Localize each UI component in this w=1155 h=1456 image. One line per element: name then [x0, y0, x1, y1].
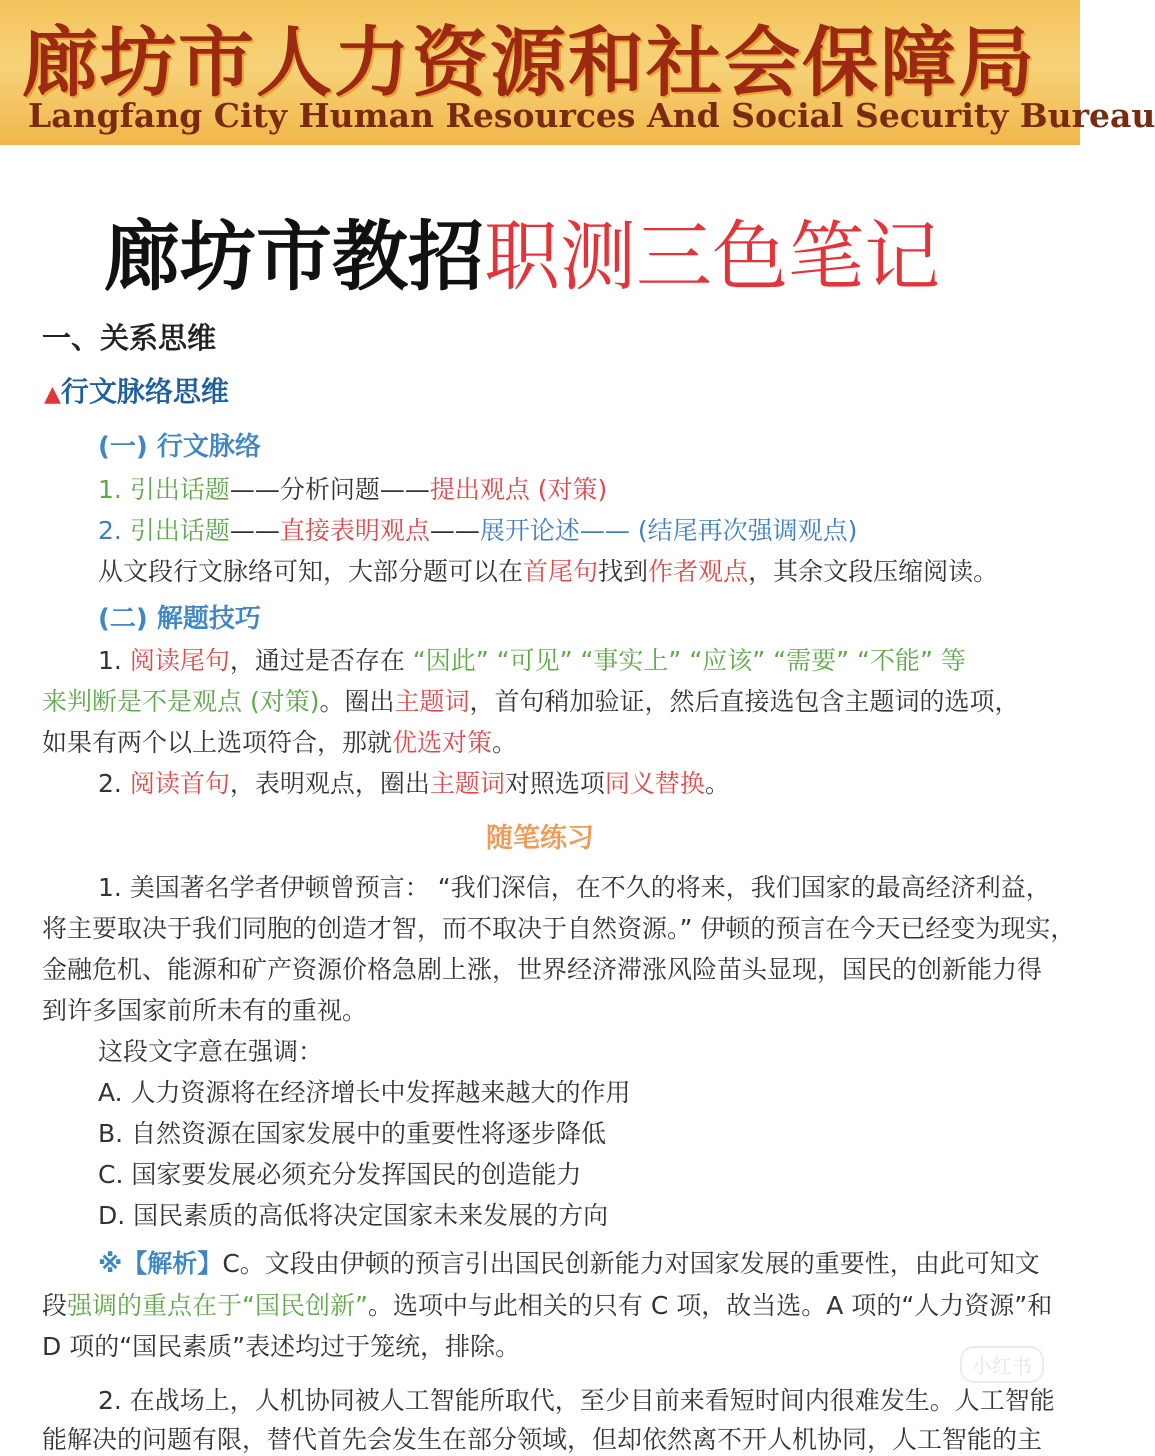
question1-line: 1. 美国著名学者伊顿曾预言： “我们深信，在不久的将来，我们国家的最高经济利益，: [98, 873, 1051, 902]
option-d: D. 国民素质的高低将决定国家未来发展的方向: [98, 1201, 609, 1230]
text-run: 段: [42, 1291, 68, 1320]
line-sep: ——: [229, 475, 280, 504]
highlight: 强调的重点在于“国民创新”: [67, 1291, 368, 1320]
text-run: 。圈出: [319, 687, 395, 716]
highlight: 优选对策: [392, 728, 493, 757]
analysis-line1: [98, 1244, 1040, 1280]
header-banner: [0, 0, 1155, 145]
highlight: 首尾句: [523, 557, 599, 586]
line-term: (结尾再次强调观点): [637, 516, 858, 545]
question1-prompt: 这段文字意在强调：: [98, 1037, 324, 1066]
analysis-line2: [42, 1286, 1052, 1322]
section-heading: 一、关系思维: [42, 321, 217, 355]
line-term: 引出话题: [129, 475, 230, 504]
question1-line: 将主要取决于我们同胞的创造才智，而不取决于自然资源。” 伊顿的预言在今天已经变为现实，: [42, 914, 1076, 943]
text-run: 。选项中与此相关的只有 C 项，故当选。A 项的“人力资源”和: [367, 1291, 1053, 1320]
line-sep: ——: [579, 516, 638, 545]
tip1-line1: [98, 641, 966, 677]
line-term: 直接表明观点: [279, 516, 430, 545]
highlight: 主题词: [429, 769, 505, 798]
highlight: 同义替换: [604, 769, 705, 798]
option-c: C. 国家要发展必须充分发挥国民的创造能力: [98, 1160, 582, 1189]
highlight: 阅读尾句: [129, 646, 230, 675]
subsection-label: 行文脉络思维: [60, 375, 229, 408]
question2-line: 能解决的问题有限，替代首先会发生在部分领域，但却依然离不开人机协同，人工智能的主: [42, 1425, 1043, 1454]
question1-line: 金融危机、能源和矿产资源价格急剧上涨，世界经济滞涨风险苗头显现，国民的创新能力得: [42, 955, 1043, 984]
heading-structure: (一) 行文脉络: [98, 432, 261, 462]
line-term: 提出观点 (对策): [429, 475, 608, 504]
text-run: ，表明观点，圈出: [229, 769, 430, 798]
line-term: 展开论述: [479, 516, 580, 545]
text-run: 找到: [598, 557, 649, 586]
cut-off-area: [0, 1418, 1080, 1454]
banner-title-en: Langfang City Human Resources And Social Security Bureau: [28, 96, 1155, 135]
analysis-line3: D 项的“国民素质”表述均过于笼统，排除。: [42, 1332, 521, 1361]
heading-techniques: (二) 解题技巧: [98, 604, 261, 634]
line-sep: ——: [379, 475, 430, 504]
highlight: 阅读首句: [129, 769, 230, 798]
highlight: 作者观点: [648, 557, 749, 586]
triangle-icon: ▲: [44, 382, 61, 407]
line-term: 分析问题: [279, 475, 380, 504]
option-b: B. 自然资源在国家发展中的重要性将逐步降低: [98, 1119, 607, 1148]
text-run: 。: [492, 728, 518, 757]
text-run: 对照选项: [504, 769, 605, 798]
question1-line: 到许多国家前所未有的重视。: [42, 996, 368, 1025]
tip-num: 1.: [98, 646, 130, 675]
text-run: C。文段由伊顿的预言引出国民创新能力对国家发展的重要性，由此可知文: [222, 1249, 1040, 1278]
watermark-logo: 小红书: [960, 1346, 1044, 1383]
line-sep: ——: [429, 516, 480, 545]
practice-title: 随笔练习: [486, 823, 594, 854]
highlight: 主题词: [394, 687, 470, 716]
text-run: ，首句稍加验证，然后直接选包含主题词的选项，: [469, 687, 1020, 716]
structure-summary: [98, 552, 998, 588]
line-term: 引出话题: [129, 516, 230, 545]
text-run: ，通过是否存在: [229, 646, 413, 675]
highlight: 来判断是不是观点 (对策): [42, 687, 320, 716]
text-run: 。: [704, 769, 730, 798]
tip1-line3: [42, 723, 517, 759]
tip-num: 2.: [98, 769, 130, 798]
subsection-heading: [44, 370, 229, 410]
question2-line: 2. 在战场上，人机协同被人工智能所取代，至少目前来看短时间内很难发生。人工智能: [98, 1386, 1055, 1415]
structure-line-2: [98, 511, 857, 547]
page-title: [104, 196, 940, 305]
analysis-label: ※【解析】: [98, 1249, 223, 1278]
keyword-list: “因此” “可见” “事实上” “应该” “需要” “不能” 等: [412, 646, 966, 675]
tip2-line: [98, 764, 730, 800]
structure-line-1: [98, 470, 607, 506]
banner-title-cn: 廊坊市人力资源和社会保障局: [22, 18, 1036, 107]
line-num: 1.: [98, 475, 130, 504]
option-a: A. 人力资源将在经济增长中发挥越来越大的作用: [98, 1078, 631, 1107]
text-run: 从文段行文脉络可知，大部分题可以在: [98, 557, 524, 586]
text-run: 如果有两个以上选项符合，那就: [42, 728, 393, 757]
text-run: ，其余文段压缩阅读。: [748, 557, 999, 586]
tip1-line2: [42, 682, 1020, 718]
line-num: 2.: [98, 516, 130, 545]
title-black-part: 廊坊市教招: [104, 212, 484, 301]
title-red-part: 职测三色笔记: [484, 212, 940, 301]
line-sep: ——: [229, 516, 280, 545]
